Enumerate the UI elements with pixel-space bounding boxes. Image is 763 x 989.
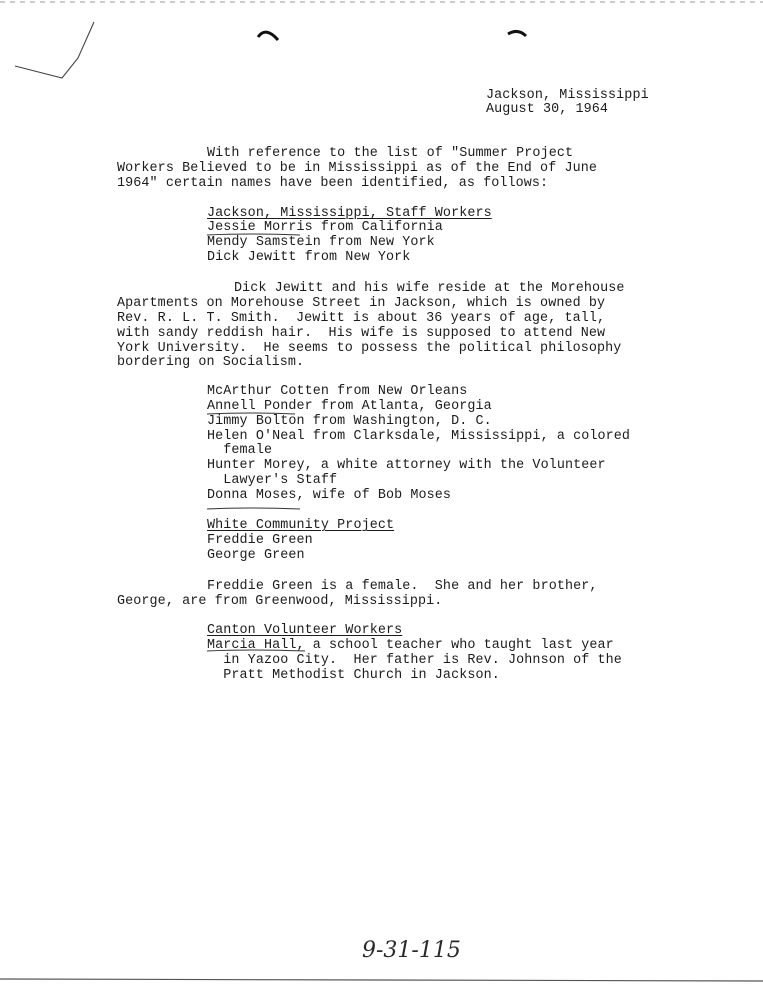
pen-underline-3: [207, 508, 300, 509]
green-paragraph-line: George, are from Greenwood, Mississippi.: [117, 594, 443, 609]
green-paragraph-line: Freddie Green is a female. She and her brother,: [207, 579, 598, 594]
intro-line: 1964" certain names have been identified, as follows:: [117, 176, 549, 191]
jewitt-paragraph-line: York University. He seems to possess the political philosophy: [117, 341, 622, 356]
file-number: 9-31-115: [362, 938, 461, 963]
white-project-name: George Green: [207, 548, 305, 563]
white-project-heading: White Community Project: [207, 518, 395, 533]
canton-line: in Yazoo City. Her father is Rev. Johnson of the: [207, 653, 622, 668]
jewitt-paragraph-line: Dick Jewitt and his wife reside at the Morehouse: [234, 281, 625, 296]
other-worker-line: Annell Ponder from Atlanta, Georgia: [207, 399, 492, 414]
other-worker-line: McArthur Cotten from New Orleans: [207, 384, 468, 399]
other-worker-line: Lawyer's Staff: [207, 473, 338, 488]
jewitt-paragraph-line: Rev. R. L. T. Smith. Jewitt is about 36 years of age, tall,: [117, 311, 606, 326]
hole-mark-right: [508, 31, 526, 36]
other-worker-line: Jimmy Bolton from Washington, D. C.: [207, 414, 492, 429]
canton-line: Marcia Hall, a school teacher who taught last year: [207, 638, 614, 653]
header-date: August 30, 1964: [486, 102, 609, 117]
other-worker-line: Hunter Morey, a white attorney with the Volunteer: [207, 458, 606, 473]
intro-line: With reference to the list of "Summer Project: [207, 146, 574, 161]
jackson-name: Jessie Morris from California: [207, 220, 443, 235]
canton-line: Pratt Methodist Church in Jackson.: [207, 668, 500, 683]
jewitt-paragraph-line: Apartments on Morehouse Street in Jackson, which is owned by: [117, 296, 606, 311]
hole-mark-left: [258, 32, 278, 40]
header-place: Jackson, Mississippi: [486, 88, 649, 103]
jewitt-paragraph-line: bordering on Socialism.: [117, 355, 305, 370]
jackson-name: Dick Jewitt from New York: [207, 250, 411, 265]
white-project-name: Freddie Green: [207, 533, 313, 548]
intro-line: Workers Believed to be in Mississippi as of the End of June: [117, 161, 598, 176]
other-worker-line: female: [207, 443, 273, 458]
jewitt-paragraph-line: with sandy reddish hair. His wife is supposed to attend New: [117, 326, 606, 341]
corner-mark: [15, 22, 94, 78]
bottom-edge-line: [0, 979, 763, 981]
canton-heading: Canton Volunteer Workers: [207, 623, 403, 638]
other-worker-line: Donna Moses, wife of Bob Moses: [207, 488, 452, 503]
jackson-heading: Jackson, Mississippi, Staff Workers: [207, 206, 492, 221]
jackson-name: Mendy Samstein from New York: [207, 235, 435, 250]
other-worker-line: Helen O'Neal from Clarksdale, Mississippi, a colored: [207, 429, 631, 444]
